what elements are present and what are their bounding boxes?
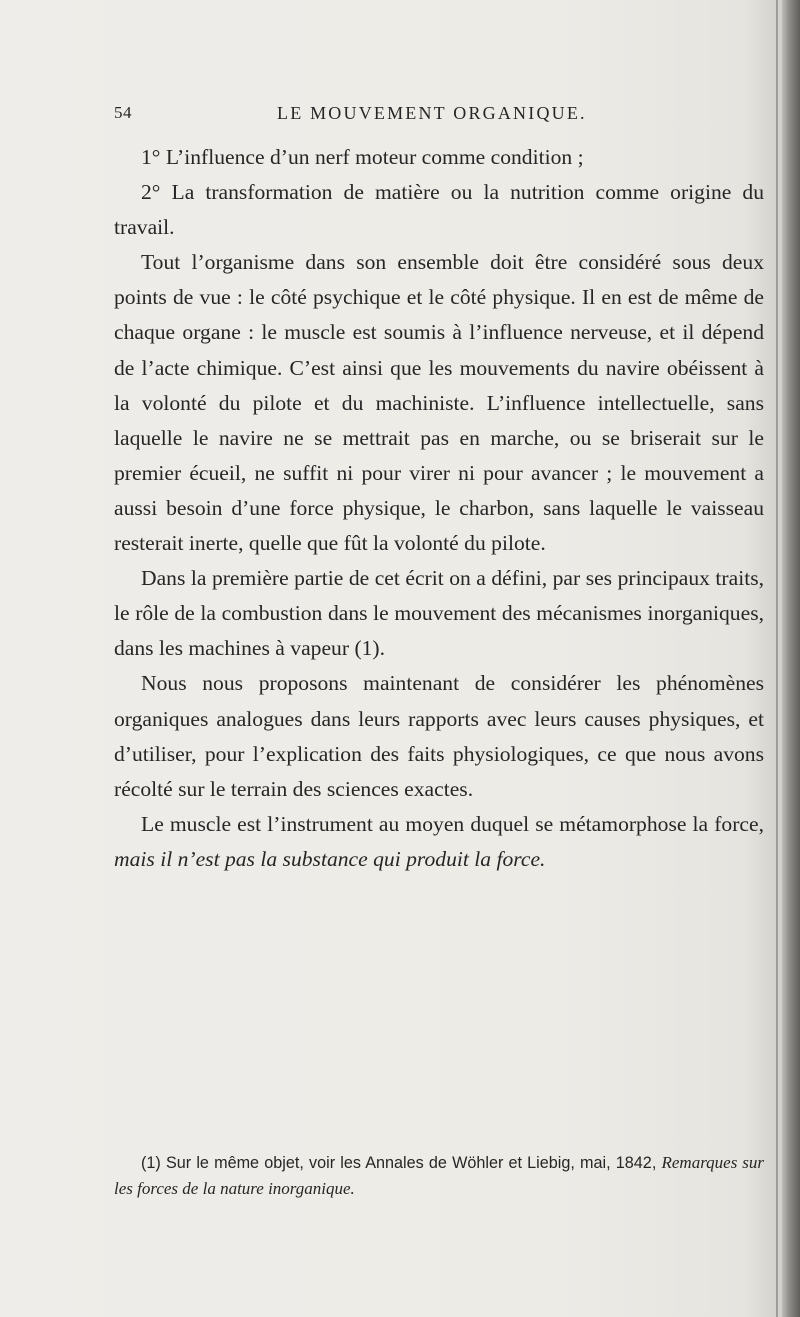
paragraph-5: Nous nous proposons maintenant de considérer les phénomènes organiques analogues dans leurs rapports avec leurs causes physiques, et d’utiliser, pour l’explication des faits physiologiques, ce que nous avons récolté sur le terrain des sciences exactes. [114,671,764,801]
paragraph-6-italic: mais il n’est pas la substance qui produit la force. [114,846,546,871]
page-number: 54 [114,103,132,122]
main-text [114,140,764,877]
page-header [114,103,764,133]
footnote-text [114,1150,764,1202]
footnote-main: (1) Sur le même objet, voir les Annales de Wöhler et Liebig, mai, 1842, [141,1154,657,1172]
paragraph-2: 2° La transformation de matière ou la nutrition comme origine du travail. [114,180,764,240]
paragraph-1: 1° L’influence d’un nerf moteur comme condition ; [141,145,584,169]
footnote-title: Remarques sur les forces de la nature inorganique. [114,1153,764,1198]
page-edge-shadow [782,0,800,1317]
footnote [114,1150,764,1202]
paragraph-4: Dans la première partie de cet écrit on a défini, par ses principaux traits, le rôle de la combustion dans le mouvement des mécanismes inorganiques, dans les machines à vapeur (1). [114,566,764,661]
page-edge-line [776,0,778,1317]
paragraph-6-start: Le muscle est l’instrument au moyen duquel se métamorphose la force, [141,811,764,836]
paragraph-3: Tout l’organisme dans son ensemble doit être considéré sous deux points de vue : le côté psychique et le côté physique. Il en est de même de chaque organe : le muscle est soumis à l’influence nerveuse, et il dépend de l’acte chimique. C’est ainsi que les mouvements du navire obéissent à la volonté du pilote et du machiniste. L’influence intellectuelle, sans laquelle le navire ne se mettrait pas en marche, ou se briserait sur le premier écueil, ne suffit ni pour virer ni pour avancer ; le mouvement a aussi besoin d’une force physique, le charbon, sans laquelle le vaisseau resterait inerte, quelle que fût la volonté du pilote. [114,250,764,556]
running-title: LE MOUVEMENT ORGANIQUE. [277,103,587,123]
paragraph-6 [114,807,764,877]
